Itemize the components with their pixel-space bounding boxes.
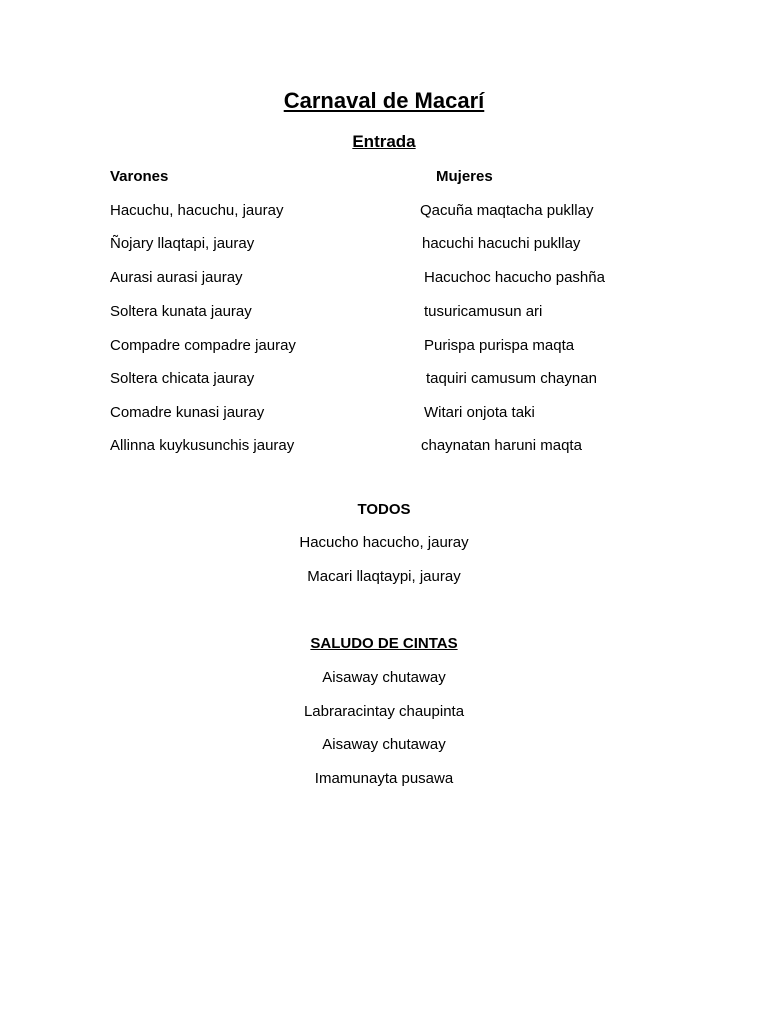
verse-mujeres-7: Witari onjota taki (424, 404, 535, 421)
page-title: Carnaval de Macarí (283, 88, 485, 113)
verse-mujeres-6: taquiri camusum chaynan (426, 370, 597, 387)
section-title-entrada: Entrada (352, 132, 416, 151)
verse-varones-1: Hacuchu, hacuchu, jauray (110, 202, 284, 219)
section-heading-todos: TODOS (357, 501, 411, 518)
verse-mujeres-5: Purispa purispa maqta (424, 337, 575, 354)
verse-varones-5: Compadre compadre jauray (110, 337, 296, 354)
verse-mujeres-3: Hacuchoc hacucho pashña (424, 269, 605, 286)
saludo-line-4: Imamunayta pusawa (314, 770, 454, 787)
verse-varones-4: Soltera kunata jauray (110, 303, 252, 320)
verse-varones-6: Soltera chicata jauray (110, 370, 255, 387)
saludo-line-2: Labraracintay chaupinta (303, 703, 465, 720)
verse-varones-8: Allinna kuykusunchis jauray (110, 437, 295, 454)
column-header-mujeres: Mujeres (436, 168, 493, 185)
section-heading-saludo-de-cintas: SALUDO DE CINTAS (310, 635, 458, 652)
saludo-line-1: Aisaway chutaway (322, 669, 446, 686)
verse-varones-7: Comadre kunasi jauray (110, 404, 265, 421)
verse-mujeres-1: Qacuña maqtacha pukllay (420, 202, 594, 219)
verse-mujeres-8: chaynatan haruni maqta (421, 437, 582, 454)
verse-mujeres-4: tusuricamusun ari (424, 303, 543, 320)
verse-mujeres-2: hacuchi hacuchi pukllay (422, 235, 581, 252)
saludo-line-3: Aisaway chutaway (322, 736, 446, 753)
verse-varones-2: Ñojary llaqtapi, jauray (110, 235, 255, 252)
verse-varones-3: Aurasi aurasi jauray (110, 269, 243, 286)
todos-line-2: Macari llaqtaypi, jauray (307, 568, 461, 585)
column-header-varones: Varones (110, 168, 169, 185)
todos-line-1: Hacucho hacucho, jauray (299, 534, 469, 551)
